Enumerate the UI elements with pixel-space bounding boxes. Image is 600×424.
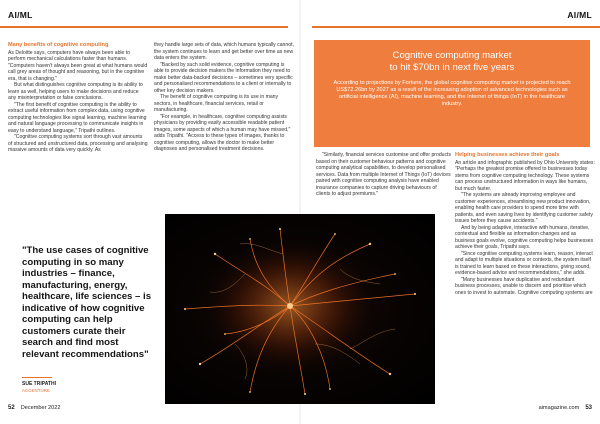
quote-attribution-role: ACCENTURE xyxy=(22,388,51,393)
paragraph: An article and infographic published by Ohio University states: "Perhaps the greatest promise offered to businesses today stems from cognitive computing technology. These systems can process unstructured information in ways like humans, but much faster. xyxy=(455,159,595,192)
paragraph: "The first benefit of cognitive computing is the ability to extract useful information from complex data, using cognitive computing technologies like signal learning, machine learning and natural language processing to communicate insights in easy to understand language," Tripathi outlines. xyxy=(8,101,147,134)
paragraph: But what distinguishes cognitive computing is its ability to learn as well, helping users to make decisions and reduce any misinterpretation or false conclusions. xyxy=(8,82,143,101)
paragraph: "Similarly, financial services customise and offer products based on their customer behaviour patterns and cognitive computing analytical capabilities, to develop personalised services. Data from multiple Internet of Things (IoT) devices paired with cognitive computing analysis have enabled insurance companies to capture driving behaviours of clients to adjust premiums." xyxy=(316,152,452,197)
paragraph: "Cognitive computing systems sort through vast amounts of structured and unstructured data, processing and analysing massive amounts of data very quickly. As xyxy=(8,134,148,153)
footer-left xyxy=(8,405,61,411)
callout-title-line-2: to hit $70bn in next five years xyxy=(389,62,515,73)
header-rule-left xyxy=(0,26,288,28)
page-number-left: 52 xyxy=(8,405,15,411)
page-number-right: 53 xyxy=(585,405,592,411)
article-column-4 xyxy=(455,152,595,296)
quote-attribution-name: SUE TRIPATHI xyxy=(22,381,56,387)
paragraph: they handle large sets of data, which humans typically cannot, the system continues to learn and get better over time as new data enters the system. xyxy=(154,42,294,61)
paragraph: The benefit of cognitive computing is its use in many sectors, in healthcare, financial services, retail or manufacturing. xyxy=(154,94,279,113)
quote-rule xyxy=(22,377,52,378)
section-heading-goals: Helping businesses achieve their goals xyxy=(455,152,560,158)
paragraph: "The systems are already improving employee and customer experiences, streamlining new product innovation, enabling health care providers to spend more time with patients, and even saving lives by identifying customer safety issues before they cause accidents." xyxy=(455,192,593,224)
section-tag-left: AI/ML xyxy=(8,10,33,20)
article-column-2 xyxy=(154,42,294,153)
paragraph: "Since cognitive computing systems learn, reason, interact and adapt to multiple situations or contexts, the system itself is trained to learn based on these interactions, giving sound, evidence-based advice and recommendations," she adds. xyxy=(455,250,593,276)
section-heading-benefits: Many benefits of cognitive computing xyxy=(8,42,109,48)
section-tag-right: AI/ML xyxy=(567,10,592,20)
article-column-1 xyxy=(8,42,148,154)
paragraph: "Many businesses have duplicative and redundant business processes, unable to discern and prioritise which ones to invest to automate. Cognitive computing systems are xyxy=(455,276,593,296)
callout-body: According to projections by Fortune, the global cognitive computing market is projected to reach US$72.26bn by 2027 as a result of the increasing adoption of advanced technologies such as artificial intelligence (AI), machine learning, and the Internet of things (IoT) in the healthcare industry. xyxy=(333,80,571,107)
footer-right xyxy=(539,405,592,411)
paragraph: "For example, in healthcare, cognitive computing assists physicians by providing easily accessible readable patient images, some aspects of which a human may have missed," adds Tripathi. "Access to these types of images, thanks to cognitive computing, allows the doctor to make better diagnoses and personalised treatment decisions. xyxy=(154,113,291,152)
header-rule-right xyxy=(312,26,600,28)
article-column-3 xyxy=(316,152,452,198)
paragraph: As Deloitte says, computers have always been able to perform mechanical calculations faster than humans. "Computers haven't always been great at what humans would call grey areas of thought and reasoning, but in the cognitive era, that is changing." xyxy=(8,49,148,82)
paragraph: And by being adaptive, interactive with humans, iterative, contextual and flexible as information changes and as business goals evolve, cognitive computing helps businesses achieve their goals, Tripathi says. xyxy=(455,224,594,250)
site-url: aimagazine.com xyxy=(538,405,580,411)
pull-quote: "The use cases of cognitive computing in so many industries – finance, manufacturing, energy, healthcare, life sciences – is indicative of how cognitive computing can help customers curate their search and find most relevant recommendations" xyxy=(22,245,152,360)
market-callout-box xyxy=(314,40,590,147)
neural-filaments-graphic xyxy=(165,214,435,404)
issue-date: December 2022 xyxy=(20,405,61,411)
callout-title-line-1: Cognitive computing market xyxy=(392,50,512,61)
neural-network-image xyxy=(165,214,435,404)
callout-title xyxy=(328,50,576,74)
paragraph: "Backed by such solid evidence, cognitive computing is able to provide decision makers the information they need to make better data-backed decisions – sometimes very specific and personalised recommendations to a client or internally to other key decision makers. xyxy=(154,61,293,94)
